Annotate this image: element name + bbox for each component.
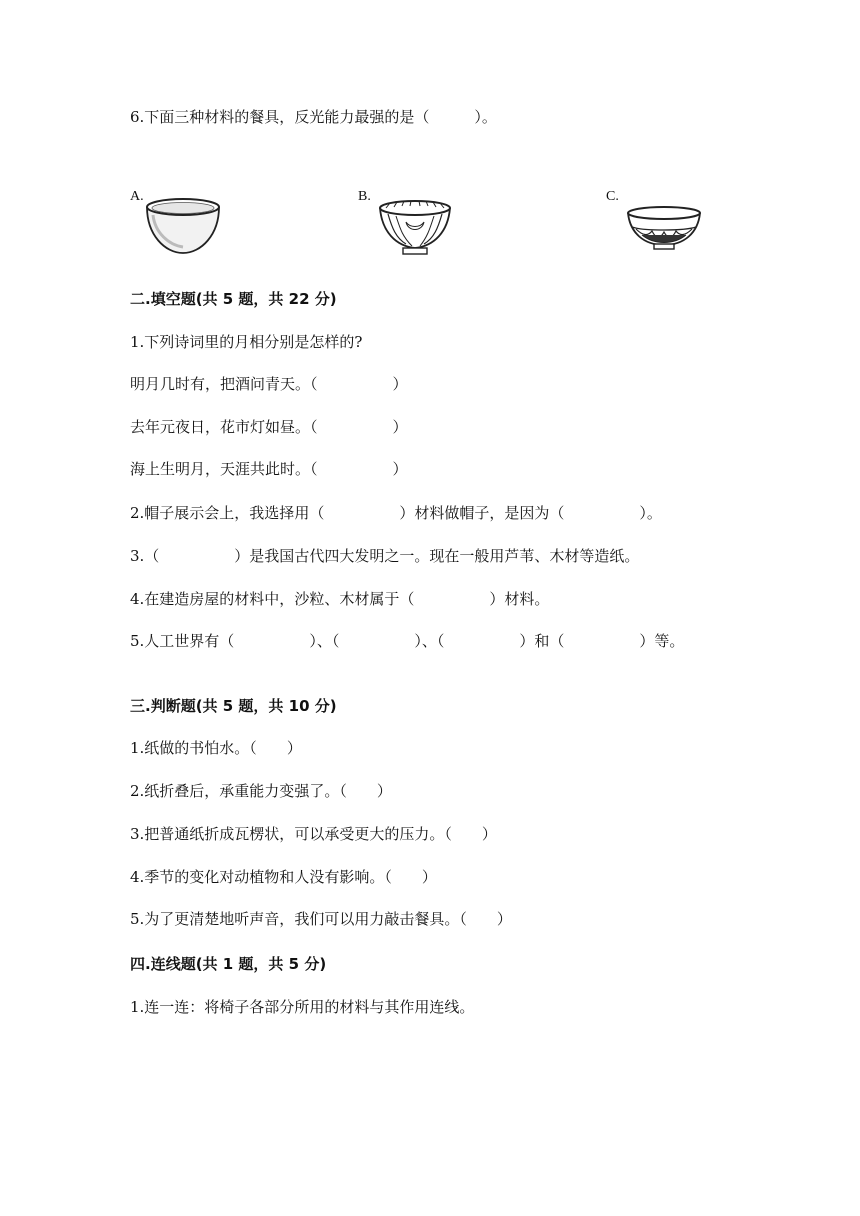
section-2-item: 2.帽子展示会上，我选择用（ ）材料做帽子，是因为（ ）。 bbox=[130, 504, 662, 522]
section-2-item: 1.下列诗词里的月相分别是怎样的? bbox=[130, 333, 363, 351]
option-a-label: A. bbox=[130, 189, 144, 204]
section-3-item: 4.季节的变化对动植物和人没有影响。（ ） bbox=[130, 868, 437, 886]
wooden-bowl-icon bbox=[376, 198, 454, 258]
section-3-item: 2.纸折叠后，承重能力变强了。（ ） bbox=[130, 782, 392, 800]
section-2-item: 海上生明月，天涯共此时。（ ） bbox=[130, 460, 408, 478]
section-4-item: 1.连一连：将椅子各部分所用的材料与其作用连线。 bbox=[130, 998, 475, 1016]
section-3-heading: 三.判断题(共 5 题，共 10 分) bbox=[130, 697, 337, 715]
section-3-item: 3.把普通纸折成瓦楞状，可以承受更大的压力。（ ） bbox=[130, 825, 497, 843]
section-3-item: 1.纸做的书怕水。（ ） bbox=[130, 739, 302, 757]
section-2-item: 5.人工世界有（ ）、（ ）、（ ）和（ ）等。 bbox=[130, 632, 685, 650]
ceramic-bowl-icon bbox=[624, 205, 704, 253]
section-2-heading: 二.填空题(共 5 题，共 22 分) bbox=[130, 290, 337, 308]
section-3-item: 5.为了更清楚地听声音，我们可以用力敲击餐具。（ ） bbox=[130, 910, 512, 928]
option-c-label: C. bbox=[606, 189, 619, 204]
question-6-text: 6.下面三种材料的餐具，反光能力最强的是（ ）。 bbox=[130, 108, 497, 126]
section-2-item: 去年元夜日，花市灯如昼。（ ） bbox=[130, 418, 408, 436]
section-2-item: 3.（ ）是我国古代四大发明之一。现在一般用芦苇、木材等造纸。 bbox=[130, 547, 640, 565]
section-2-item: 明月几时有，把酒问青天。（ ） bbox=[130, 375, 408, 393]
section-2-item: 4.在建造房屋的材料中，沙粒、木材属于（ ）材料。 bbox=[130, 590, 550, 608]
option-b-label: B. bbox=[358, 189, 371, 204]
section-4-heading: 四.连线题(共 1 题，共 5 分) bbox=[130, 955, 327, 973]
steel-bowl-icon bbox=[143, 195, 223, 257]
